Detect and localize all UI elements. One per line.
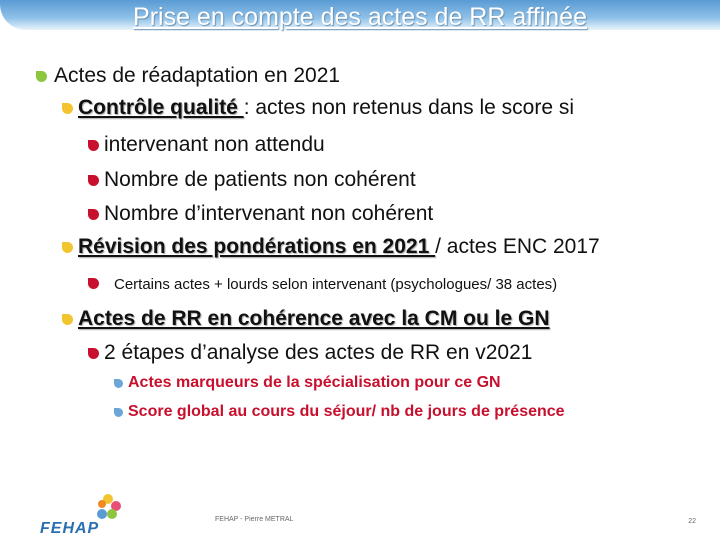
bullet-line-10: Actes marqueurs de la spécialisation pour ce GN (128, 374, 501, 391)
bold-term: Révision des pondérations en 2021 (78, 235, 436, 258)
bullet-line-5: Nombre d’intervenant non cohérent (104, 202, 434, 225)
bullet-line-7: Certains actes + lourds selon intervenant (psychologues/ 38 actes) (114, 276, 558, 293)
bullet-line-6 (78, 235, 600, 259)
bullet-icon (88, 209, 99, 220)
bold-term: Contrôle qualité (78, 96, 244, 119)
bullet-icon (62, 314, 73, 325)
bullet-line-4: Nombre de patients non cohérent (104, 168, 416, 191)
bullet-line-3: intervenant non attendu (104, 133, 325, 156)
bullet-icon (88, 175, 99, 186)
bullet-line-9: 2 étapes d’analyse des actes de RR en v2021 (104, 341, 533, 364)
page-number: 22 (688, 518, 696, 525)
bullet-icon (88, 278, 99, 289)
bullet-line-2 (78, 96, 574, 120)
bullet-line-8: Actes de RR en cohérence avec la CM ou le GN (78, 307, 550, 330)
bullet-icon (36, 71, 47, 82)
line-rest: / actes ENC 2017 (435, 235, 600, 258)
slide-title: Prise en compte des actes de RR affinée (133, 3, 587, 31)
bullet-line-11: Score global au cours du séjour/ nb de jours de présence (128, 403, 565, 420)
footer-author: FEHAP - Pierre METRAL (215, 516, 294, 523)
bullet-line-1: Actes de réadaptation en 2021 (54, 64, 341, 87)
bullet-icon (114, 408, 123, 417)
fehap-logo (40, 490, 130, 538)
logo-text: FEHAP (40, 520, 100, 537)
bullet-icon (88, 348, 99, 359)
line-rest: : actes non retenus dans le score si (243, 96, 575, 119)
bullet-icon (62, 242, 73, 253)
bullet-icon (62, 103, 73, 114)
bullet-icon (114, 379, 123, 388)
bullet-icon (88, 140, 99, 151)
